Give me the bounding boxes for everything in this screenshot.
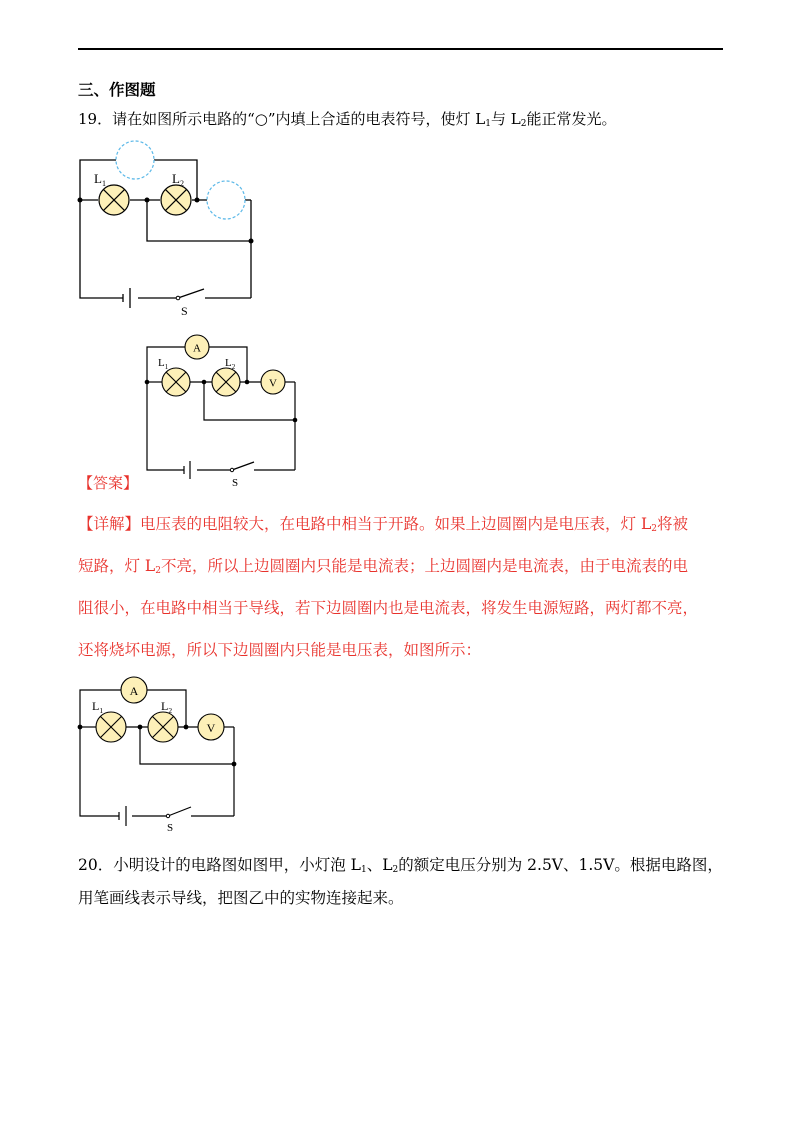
explanation-line-1a: 电压表的电阻较大，在电路中相当于开路。如果上边圆圈内是电压表，灯 L xyxy=(140,515,652,533)
label-l2: $L_2$ xyxy=(172,171,184,188)
voltmeter-label: V xyxy=(269,377,277,390)
q20-sub2: 2 xyxy=(392,865,399,875)
q19-text-b: 与 L xyxy=(491,110,521,128)
question-20-line-2: 用笔画线表示导线，把图乙中的实物连接起来。 xyxy=(78,889,404,907)
label-l2: $L_2$ xyxy=(225,357,236,371)
q19-number: 19． xyxy=(78,110,113,128)
q19-text-c: 能正常发光。 xyxy=(526,110,617,128)
lamp-l2 xyxy=(148,712,178,742)
q20-sub1: 1 xyxy=(360,865,367,875)
explanation-label: 【详解】 xyxy=(78,515,141,533)
label-switch: S xyxy=(232,477,239,489)
explanation-line-2a: 短路，灯 L xyxy=(78,557,156,575)
q20-line-1a: 小明设计的电路图如图甲，小灯泡 L xyxy=(113,856,361,874)
section-title: 三、作图题 xyxy=(78,80,156,99)
question-20-line-1 xyxy=(78,853,723,875)
label-switch: S xyxy=(167,822,174,834)
explanation-line-1b: 将被 xyxy=(656,515,688,533)
ammeter-label: A xyxy=(129,684,139,698)
explanation-line-2b: 不亮，所以上边圆圈内只能是电流表；上边圆圈内是电流表，由于电流表的电 xyxy=(160,557,688,575)
q19-sub2: 2 xyxy=(520,119,527,129)
explanation-line-2-sub: 2 xyxy=(155,566,161,576)
q19-text-a: 请在如图所示电路的“○”内填上合适的电表符号，使灯 L xyxy=(112,110,486,128)
label-l1: $L_1$ xyxy=(94,171,106,188)
label-switch: S xyxy=(181,304,188,318)
voltmeter-label: V xyxy=(206,721,216,735)
ammeter-label: A xyxy=(193,342,201,355)
explanation-line-3: 阻很小，在电路中相当于导线，若下边圆圈内也是电流表，将发生电源短路，两灯都不亮， xyxy=(78,599,699,617)
q19-sub1: 1 xyxy=(485,119,491,129)
label-l2: $L_2$ xyxy=(161,699,173,715)
explanation-line-1-sub: 2 xyxy=(651,524,657,534)
label-l1: $L_1$ xyxy=(92,699,104,715)
q20-line-1c: 的额定电压分别为 2.5V、1.5V。根据电路图， xyxy=(398,856,723,874)
lamp-l1 xyxy=(96,712,126,742)
q20-line-1b: 、L xyxy=(366,856,393,874)
label-l1: $L_1$ xyxy=(158,357,169,371)
explanation-line-4: 还将烧坏电源，所以下边圆圈内只能是电压表，如图所示： xyxy=(78,641,482,659)
q20-number: 20． xyxy=(78,856,114,874)
answer-label: 【答案】 xyxy=(78,474,139,492)
